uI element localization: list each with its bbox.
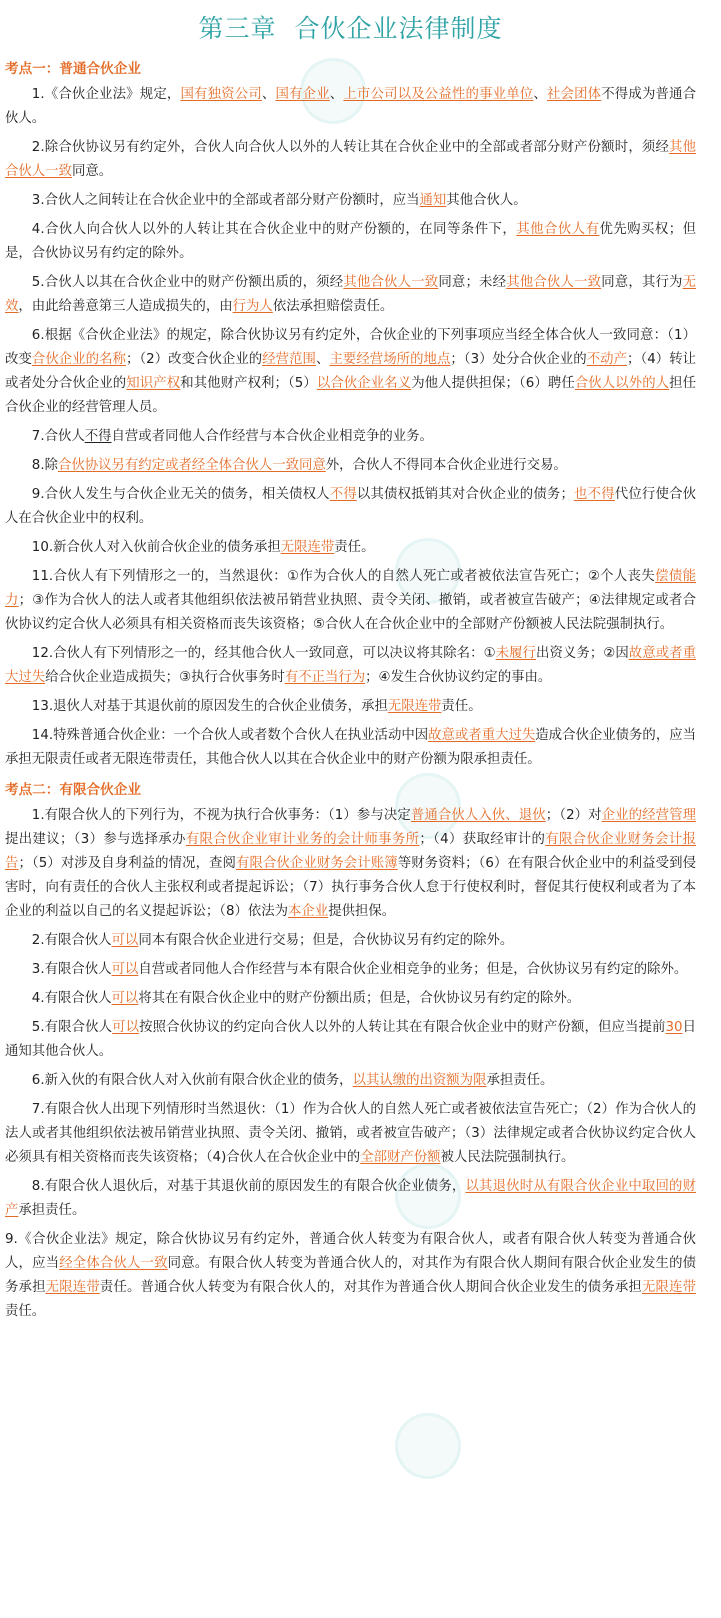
paragraph [5, 1098, 696, 1170]
paragraph [5, 1175, 696, 1223]
paragraph [5, 83, 696, 131]
highlighted-text: 上市公司以及公益性的事业单位 [343, 87, 534, 102]
highlighted-text: 不得 [329, 487, 357, 502]
text-segment: 出资义务；②因 [536, 646, 629, 661]
highlighted-text: 行为人 [232, 299, 273, 314]
paragraph [5, 958, 696, 982]
page-title: 第三章 合伙企业法律制度 [198, 14, 503, 43]
highlighted-text: 经营范围 [262, 352, 316, 367]
text-segment: 为他人提供担保；（6）聘任 [411, 376, 575, 391]
highlighted-text: 可以 [111, 991, 139, 1006]
highlighted-text: 合伙人以外的人 [574, 376, 670, 391]
text-segment: 1.有限合伙人的下列行为，不视为执行合伙事务：（1）参与决定 [31, 808, 411, 823]
text-segment: 8.有限合伙人退伙后，对基于其退伙前的原因发生的有限合伙企业债务， [31, 1179, 466, 1194]
highlighted-text: 国有独资公司 [180, 87, 262, 102]
highlighted-text: 有限合伙企业财务会计报告 [5, 832, 696, 871]
highlighted-text: 社会团体 [546, 87, 602, 102]
text-segment: 同意。有限合伙人转变为普通合伙人的，对其作为有限合伙人期间有限合伙企业发生的债务承担 [5, 1256, 697, 1295]
text-segment: 3.有限合伙人 [31, 962, 112, 977]
highlighted-text: 以其退伙时从有限合伙企业中取回的财产 [5, 1179, 696, 1218]
text-segment: 5.有限合伙人 [31, 1020, 113, 1035]
paragraph [5, 454, 696, 478]
text-segment: 按照合伙协议的约定向合伙人以外的人转让其在有限合伙企业中的财产份额，但应当提前 [139, 1020, 666, 1035]
text-segment: 责任。 [5, 1304, 46, 1319]
text-segment: ；（4）获取经审计的 [419, 832, 546, 847]
text-segment: 12.合伙人有下列情形之一的，经其他合伙人一致同意，可以决议将其除名：① [31, 646, 496, 661]
text-segment: 9.《合伙企业法》规定，除合伙协议另有约定外，普通合伙人转变为有限合伙人，或者有限合伙人转变为普通合伙人，应当 [5, 1232, 696, 1271]
paragraph [5, 565, 696, 637]
underlined-text: 不得 [84, 429, 112, 444]
text-segment: 代位行使合伙人在合伙企业中的权利。 [5, 487, 697, 526]
text-segment: 提供担保。 [328, 904, 396, 919]
highlighted-text: 无限连带 [641, 1280, 697, 1295]
highlighted-text: 企业的经营管理 [601, 808, 697, 823]
highlighted-text: 无限连带 [387, 699, 442, 714]
text-segment: 外，合伙人不得同本合伙企业进行交易。 [325, 458, 567, 473]
text-segment: 6.新入伙的有限合伙人对入伙前有限合伙企业的债务， [31, 1073, 353, 1088]
section-heading: 考点二：有限合伙企业 [5, 782, 141, 798]
text-segment: 造成合伙企业债务的，应当承担无限责任或者无限连带责任，其他合伙人以其在合伙企业中的财产份额为限承担责任。 [5, 728, 697, 767]
highlighted-text: 无限连带 [45, 1280, 100, 1295]
paragraph [5, 987, 696, 1011]
text-segment: 承担责任。 [18, 1203, 86, 1218]
highlighted-text: 故意或者重大过失 [5, 646, 696, 685]
paragraph [5, 1016, 696, 1064]
highlighted-text: 可以 [111, 962, 139, 977]
text-segment: 11.合伙人有下列情形之一的，当然退伙：①作为合伙人的自然人死亡或者被依法宣告死亡；②个人丧失 [31, 569, 656, 584]
highlighted-text: 有限合伙企业财务会计账簿 [236, 856, 398, 871]
highlighted-text: 可以 [112, 1020, 140, 1035]
paragraph-list [5, 83, 696, 772]
text-segment: 5.合伙人以其在合伙企业中的财产份额出质的，须经 [31, 275, 344, 290]
text-segment: 13.退伙人对基于其退伙前的原因发生的合伙企业债务，承担 [31, 699, 388, 714]
text-segment: 7.合伙人 [31, 429, 85, 444]
paragraph [5, 425, 696, 449]
text-segment: 给合伙企业造成损失；③执行合伙事务时 [45, 670, 285, 685]
paragraph [5, 695, 696, 719]
highlighted-text: 其他合伙人一致 [506, 275, 602, 290]
text-segment: 、 [316, 352, 330, 367]
text-segment: ，由此给善意第三人造成损失的，由 [18, 299, 233, 314]
paragraph [5, 189, 696, 213]
highlighted-text: 以其认缴的出资额为限 [352, 1073, 487, 1088]
text-segment: 同意。 [71, 164, 113, 179]
paragraph [5, 483, 696, 531]
text-segment: 、 [533, 87, 547, 102]
text-segment: 3.合伙人之间转让在合伙企业中的全部或者部分财产份额时，应当 [31, 193, 420, 208]
highlighted-text: 有不正当行为 [284, 670, 366, 685]
watermark-logo [395, 1413, 461, 1479]
text-segment: 其他合伙人。 [446, 193, 527, 208]
text-segment: ；③作为合伙人的法人或者其他组织依法被吊销营业执照、责令关闭、撤销，或者被宣告破产；④法律规定或者合伙协议约定合伙人必须具有相关资格而丧失该资格；⑤合伙人在合伙企业中的全部财产份额被人民法院强制执行。 [5, 593, 696, 632]
text-segment: 提出建议；（3）参与选择承办 [5, 832, 186, 847]
text-segment: 不得成为普通合伙人。 [5, 87, 697, 126]
section-general-partnership [5, 59, 696, 772]
text-segment: 9.合伙人发生与合伙企业无关的债务，相关债权人 [31, 487, 330, 502]
text-segment: 和其他财产权利；（5） [180, 376, 317, 391]
text-segment: 以其债权抵销其对合伙企业的债务； [356, 487, 574, 502]
text-segment: 自营或者同他人合作经营与本合伙企业相竞争的业务。 [111, 429, 433, 444]
highlighted-text: 主要经营场所的地点 [329, 352, 451, 367]
text-segment: 、 [329, 87, 344, 102]
highlighted-text: 可以 [111, 933, 139, 948]
highlighted-text: 故意或者重大过失 [428, 728, 536, 743]
paragraph-list [5, 804, 696, 1324]
highlighted-text: 经全体合伙人一致 [59, 1256, 168, 1271]
paragraph [5, 136, 696, 184]
paragraph [5, 642, 696, 690]
text-segment: 担任合伙企业的经营管理人员。 [5, 376, 697, 415]
document [5, 13, 696, 1324]
paragraph [5, 1228, 696, 1324]
highlighted-text: 不动产 [586, 352, 628, 367]
text-segment: 10.新合伙人对入伙前合伙企业的债务承担 [31, 540, 281, 555]
paragraph [5, 271, 696, 319]
highlighted-text: 全部财产份额 [360, 1150, 441, 1165]
highlighted-text: 本企业 [288, 904, 329, 919]
highlighted-text: 其他合伙人一致 [5, 140, 696, 179]
paragraph [5, 536, 696, 560]
text-segment: 6.根据《合伙企业法》的规定，除合伙协议另有约定外，合伙企业的下列事项应当经全体合伙人一致同意：（1）改变 [5, 328, 696, 367]
text-segment: ；（2）改变合伙企业的 [125, 352, 263, 367]
text-segment: 2.除合伙协议另有约定外，合伙人向合伙人以外的人转让其在合伙企业中的全部或者部分财产份额时，须经 [31, 140, 670, 155]
paragraph [5, 804, 696, 924]
paragraph [5, 929, 696, 953]
paragraph [5, 218, 696, 266]
text-segment: 14.特殊普通合伙企业：一个合伙人或者数个合伙人在执业活动中因 [31, 728, 429, 743]
text-segment: 、 [261, 87, 276, 102]
text-segment: 责任。 [334, 540, 375, 555]
highlighted-text: 国有企业 [275, 87, 330, 102]
text-segment: 2.有限合伙人 [31, 933, 112, 948]
text-segment: 承担责任。 [486, 1073, 554, 1088]
text-segment: 同本有限合伙企业进行交易；但是，合伙协议另有约定的除外。 [138, 933, 514, 948]
text-segment: ；（2）对 [545, 808, 602, 823]
highlighted-text: 偿债能力 [5, 569, 696, 608]
text-segment: 同意，其行为 [601, 275, 683, 290]
section-limited-partnership [5, 780, 696, 1324]
highlighted-text: 无效 [5, 275, 697, 314]
text-segment: 责任。普通合伙人转变为有限合伙人的，对其作为普通合伙人期间合伙企业发生的债务承担 [99, 1280, 642, 1295]
highlighted-text: 知识产权 [126, 376, 181, 391]
highlighted-text: 无限连带 [280, 540, 335, 555]
highlighted-text: 30 [665, 1020, 683, 1035]
text-segment: 8.除 [31, 458, 58, 473]
paragraph [5, 324, 696, 420]
text-segment: 同意；未经 [438, 275, 507, 290]
text-segment: 7.有限合伙人出现下列情形时当然退伙：（1）作为合伙人的自然人死亡或者被依法宣告死亡；（2）作为合伙人的法人或者其他组织依法被吊销营业执照、责令关闭、撤销，或者被宣告破产；（3）法律规定或者合伙协议约定合伙人必须具有相关资格而丧失该资格；（4)合伙人在合伙企业中的 [5, 1102, 696, 1165]
text-segment: ；（5）对涉及自身利益的情况，查阅 [18, 856, 236, 871]
highlighted-text: 其他合伙人有 [516, 222, 600, 237]
highlighted-text: 也不得 [573, 487, 615, 502]
highlighted-text: 以合伙企业名义 [316, 376, 412, 391]
text-segment: 将其在有限合伙企业中的财产份额出质；但是，合伙协议另有约定的除外。 [138, 991, 581, 1006]
text-segment: 等财务资料；（6）在有限合伙企业中的利益受到侵害时，向有责任的合伙人主张权利或者提起诉讼；（7）执行事务合伙人怠于行使权利时，督促其行使权利或者为了本企业的利益以自己的名义提起诉讼；（8）依法为 [5, 856, 697, 919]
highlighted-text: 合伙企业的名称 [31, 352, 126, 367]
highlighted-text: 有限合伙企业审计业务的会计师事务所 [185, 832, 420, 847]
text-segment: 1.《合伙企业法》规定， [31, 87, 181, 102]
text-segment: 被人民法院强制执行。 [440, 1150, 575, 1165]
highlighted-text: 合伙协议另有约定或者经全体合伙人一致同意 [57, 458, 326, 473]
text-segment: 责任。 [441, 699, 482, 714]
paragraph [5, 1069, 696, 1093]
text-segment: 4.合伙人向合伙人以外的人转让其在合伙企业中的财产份额的，在同等条件下， [31, 222, 517, 237]
text-segment: ；④发生合伙协议约定的事由。 [365, 670, 552, 685]
section-heading: 考点一：普通合伙企业 [5, 61, 141, 77]
text-segment: 优先购买权；但是，合伙协议另有约定的除外。 [5, 222, 697, 261]
text-segment: 日通知其他合伙人。 [5, 1020, 697, 1059]
highlighted-text: 未履行 [495, 646, 537, 661]
paragraph [5, 724, 696, 772]
text-segment: ；（3）处分合伙企业的 [450, 352, 587, 367]
text-segment: ；（4）转让或者处分合伙企业的 [5, 352, 697, 391]
highlighted-text: 其他合伙人一致 [343, 275, 439, 290]
text-segment: 自营或者同他人合作经营与本有限合伙企业相竞争的业务；但是，合伙协议另有约定的除外。 [138, 962, 688, 977]
highlighted-text: 通知 [419, 193, 447, 208]
text-segment: 依法承担赔偿责任。 [272, 299, 394, 314]
highlighted-text: 普通合伙人入伙、退伙 [410, 808, 546, 823]
text-segment: 4.有限合伙人 [31, 991, 112, 1006]
